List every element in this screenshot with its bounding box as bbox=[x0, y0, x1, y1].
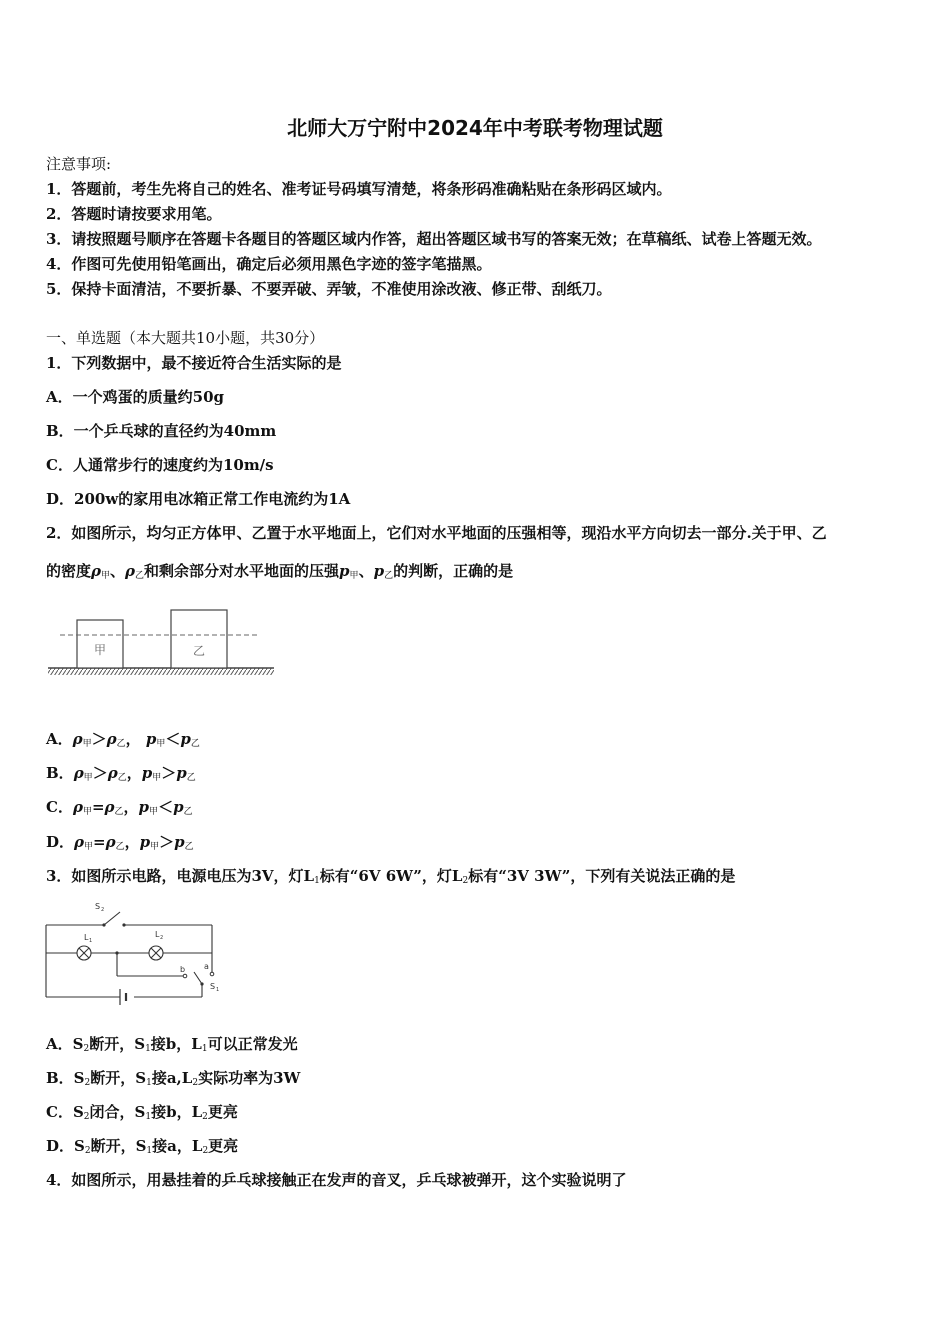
block-yi bbox=[171, 610, 227, 668]
svg-text:1: 1 bbox=[89, 938, 93, 944]
svg-text:b: b bbox=[180, 965, 186, 974]
question-2-stem-line2: 的密度$\rho_甲$、$\rho_乙$和剩余部分对水平地面的压强$p_甲$、$p_乙$的判断，正确的是 bbox=[46, 562, 514, 581]
question-2-stem-line1: 2．如图所示，均匀正方体甲、乙置于水平地面上，它们对水平地面的压强相等，现沿水平方向切去一部分.关于甲、乙 bbox=[46, 524, 827, 542]
question-2-option-a: A．$\rho_甲>\rho_乙$， $p_甲<p_乙$ bbox=[46, 730, 200, 749]
notice-item: 5．保持卡面清洁，不要折暴、不要弄破、弄皱，不准使用涂改液、修正带、刮纸刀。 bbox=[46, 280, 612, 298]
notice-item: 3．请按照题号顺序在答题卡各题目的答题区域内作答，超出答题区域书写的答案无效；在草稿纸、试卷上答题无效。 bbox=[46, 230, 822, 248]
question-2-figure bbox=[46, 604, 276, 678]
question-1-option-d: D．200w的家用电冰箱正常工作电流约为1A bbox=[46, 490, 351, 508]
block-yi-label: 乙 bbox=[192, 644, 206, 658]
svg-text:L: L bbox=[84, 933, 89, 942]
svg-text:1: 1 bbox=[216, 987, 220, 993]
question-3-option-a: A．$S_2$断开，$S_1$接b，$L_1$可以正常发光 bbox=[46, 1035, 298, 1054]
notice-heading: 注意事项: bbox=[46, 155, 112, 173]
question-1-option-b: B．一个乒乓球的直径约为40mm bbox=[46, 422, 277, 440]
question-3-option-d: D．$S_2$断开，$S_1$接a，$L_2$更亮 bbox=[46, 1137, 239, 1156]
svg-text:2: 2 bbox=[160, 935, 164, 941]
svg-text:2: 2 bbox=[101, 907, 105, 913]
question-2-option-c: C．$\rho_甲=\rho_乙$，$p_甲<p_乙$ bbox=[46, 798, 193, 817]
section-heading: 一、单选题（本大题共10小题，共30分） bbox=[46, 329, 325, 347]
question-1-option-a: A．一个鸡蛋的质量约50g bbox=[46, 388, 225, 406]
notice-item: 1．答题前，考生先将自己的姓名、准考证号码填写清楚，将条形码准确粘贴在条形码区域内。 bbox=[46, 180, 672, 198]
svg-text:L: L bbox=[155, 930, 160, 939]
page-title: 北师大万宁附中2024年中考联考物理试题 bbox=[287, 116, 663, 140]
svg-text:S: S bbox=[210, 982, 216, 991]
svg-text:a: a bbox=[204, 962, 209, 971]
question-3-option-c: C．$S_2$闭合，$S_1$接b，$L_2$更亮 bbox=[46, 1103, 238, 1122]
question-2-option-b: B．$\rho_甲>\rho_乙$，$p_甲>p_乙$ bbox=[46, 764, 196, 783]
notice-item: 2．答题时请按要求用笔。 bbox=[46, 205, 222, 223]
question-3-stem: 3．如图所示电路，电源电压为3V，灯$L_1$标有“6V 6W”，灯$L_2$标有“3V 3W”，下列有关说法正确的是 bbox=[46, 867, 736, 886]
question-1-option-c: C．人通常步行的速度约为10m/s bbox=[46, 456, 274, 474]
question-3-option-b: B．$S_2$断开，$S_1$接$a,L_2$实际功率为3W bbox=[46, 1069, 301, 1088]
block-jia-label: 甲 bbox=[93, 643, 107, 657]
question-4-stem: 4．如图所示，用悬挂着的乒乓球接触正在发声的音叉，乒乓球被弹开，这个实验说明了 bbox=[46, 1171, 627, 1189]
notice-item: 4．作图可先使用铅笔画出，确定后必须用黑色字迹的签字笔描黑。 bbox=[46, 255, 492, 273]
svg-text:S: S bbox=[95, 902, 101, 911]
question-2-option-d: D．$\rho_甲=\rho_乙$，$p_甲>p_乙$ bbox=[46, 833, 194, 852]
ground-hatching bbox=[48, 668, 274, 675]
question-1-stem: 1．下列数据中，最不接近符合生活实际的是 bbox=[46, 354, 342, 372]
question-3-circuit bbox=[40, 897, 230, 1007]
